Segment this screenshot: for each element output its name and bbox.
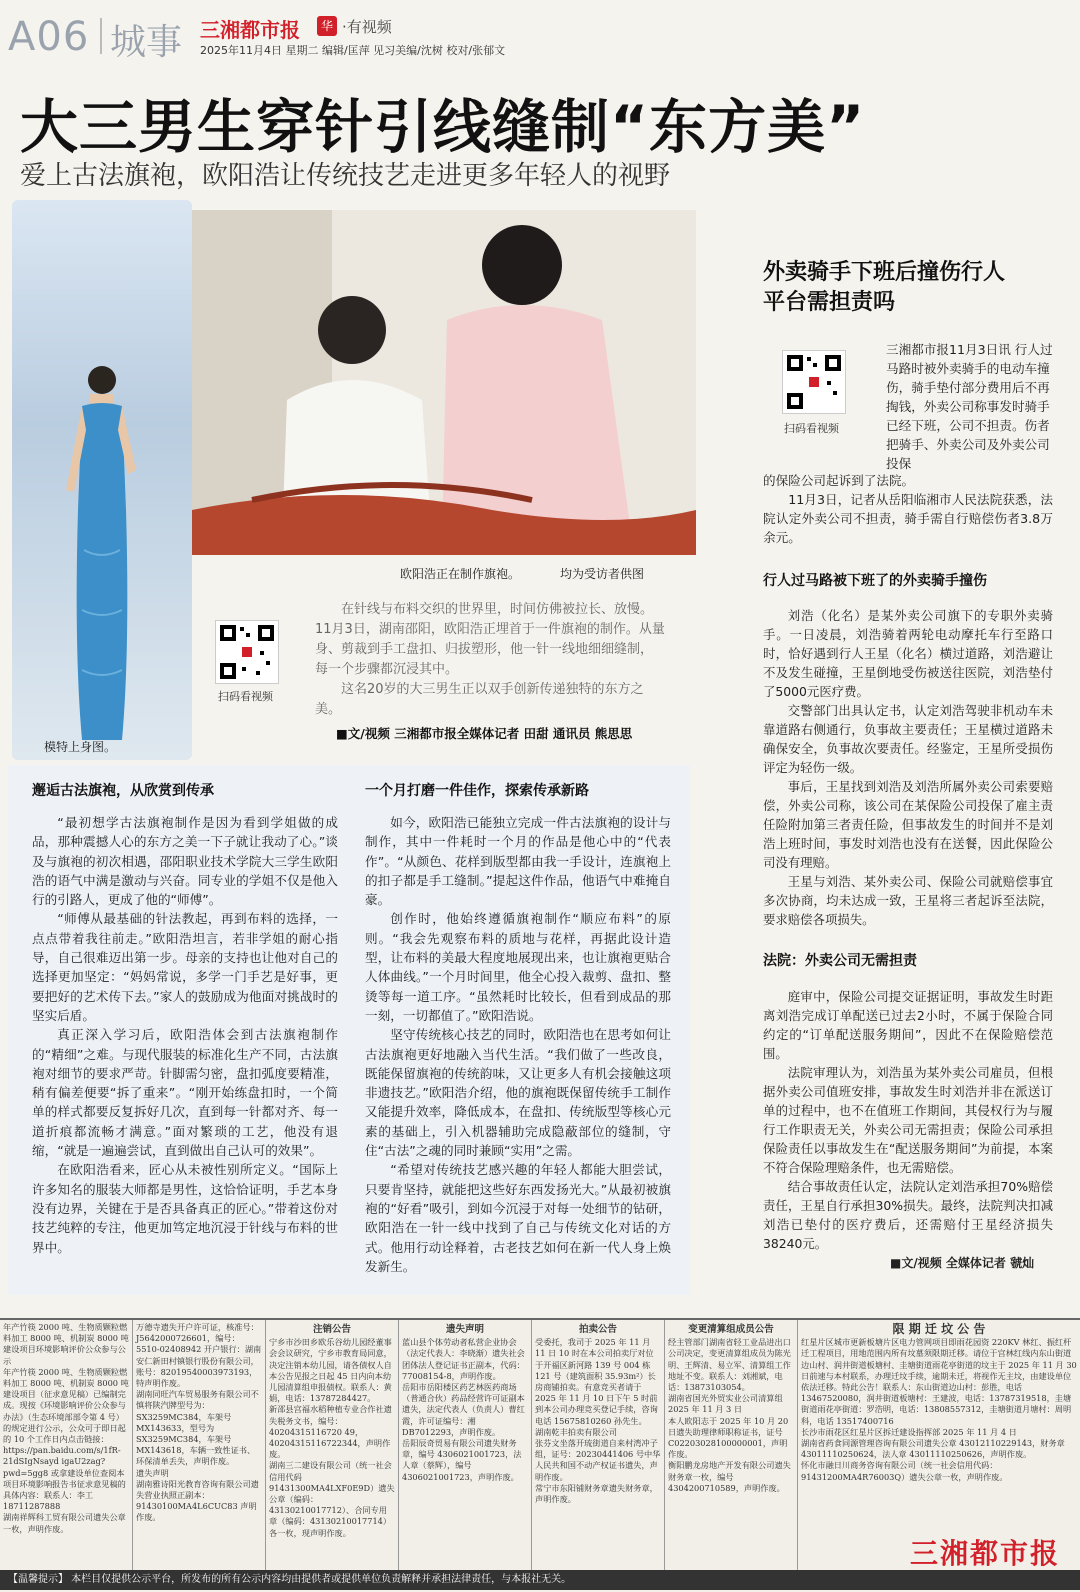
model-caption: 模特上身图。 bbox=[44, 740, 117, 754]
ad-column bbox=[266, 1320, 399, 1572]
side-paragraph: 王星与刘浩、某外卖公司、保险公司就赔偿事宜多次协商，均未达成一致，王星将三者起诉至法院，要求赔偿各项损失。 bbox=[763, 874, 1053, 927]
intro-paragraph: 这名20岁的大三男生正以双手创新传递独特的东方之美。 bbox=[315, 682, 644, 717]
side-byline: ■文/视频 全媒体记者 虢灿 bbox=[890, 1256, 1035, 1270]
ad-title: 遗失声明 bbox=[445, 1324, 484, 1335]
footer-brand: 三湘都市报 bbox=[909, 1537, 1060, 1570]
side-title-line: 外卖骑手下班后撞伤行人 bbox=[763, 260, 1006, 285]
ad-column bbox=[399, 1320, 532, 1572]
tailoring-scene-illustration bbox=[192, 210, 696, 555]
side-lead: 三湘都市报11月3日讯 行人过马路时被外卖骑手的电动车撞伤，骑手垫付部分费用后不再掏钱，外卖公司称事发时骑手已经下班，公司不担责。伤者把骑手、外卖公司及外卖公司投保 bbox=[886, 342, 1053, 471]
section-name: 城事 bbox=[110, 22, 183, 63]
side-paragraph: 法院审理认为，刘浩虽为某外卖公司雇员，但根据外卖公司值班安排，事故发生时刘浩并非在派送订单的过程中，也不在值班工作期间，其侵权行为与履行工作职责无关，外卖公司无需担责；保险公司承担保险责任以事故发生在“配送服务期间”为前提，本案不符合保险理赔条件，也无需赔偿。 bbox=[763, 1065, 1053, 1175]
header-divider bbox=[100, 18, 102, 54]
body-paragraph: 真正深入学习后，欧阳浩体会到古法旗袍制作的“精细”之难。与现代服装的标准化生产不同，古法旗袍对细节的要求严苛。针脚需匀密，盘扣弧度要精准，稍有偏差便要“拆了重来”。“刚开始练盘扣时，一个简单的样式都要反复拆好几次，直到每一针都对齐、每一道折痕都流畅才满意。”面对繁琐的工艺，他没有退缩，“就是一遍遍尝试，直到做出自己认可的效果”。 bbox=[32, 1027, 338, 1159]
side-lead-rest: 的保险公司起诉到了法院。 bbox=[763, 473, 915, 488]
side-paragraph: 11月3日，记者从岳阳临湘市人民法院获悉，法院认定外卖公司不担责，骑手需自行赔偿伤者3.8万余元。 bbox=[763, 492, 1053, 545]
ad-column bbox=[532, 1320, 665, 1572]
body-paragraph: “最初想学古法旗袍制作是因为看到学姐做的成品，那种震撼人心的东方之美一下子就让我动了心。”谈及与旗袍的初次相遇，邵阳职业技术学院大三学生欧阳浩的语气中满是激动与兴奋。同专业的学姐不仅是他入行的引路人，更成了他的“师傅”。 bbox=[32, 815, 338, 908]
brand-name: 三湘都市报 bbox=[200, 18, 300, 42]
qr-code-icon[interactable] bbox=[215, 620, 279, 684]
photo-credit: 均为受访者供图 bbox=[560, 567, 645, 581]
body-paragraph: 创作时，他始终遵循旗袍制作“顺应布料”的原则。“我会先观察布料的质地与花样，再据此设计造型，让布料的美最大程度地展现出来，也让旗袍更贴合人体曲线。”一个月时间里，他全心投入裁剪、盘扣、整烫等每一道工序。“虽然耗时比较长，但看到成品的那一刻，一切都值了。”欧阳浩说。 bbox=[365, 911, 671, 1023]
main-headline: 大三男生穿针引线缝制“东方美” bbox=[20, 93, 866, 161]
main-photo bbox=[192, 210, 696, 555]
side-title-line: 平台需担责吗 bbox=[763, 290, 896, 315]
side-section-2 bbox=[763, 987, 1053, 1253]
ad-column bbox=[665, 1320, 798, 1572]
photo-caption: 欧阳浩正在制作旗袍。 bbox=[400, 567, 521, 581]
ad-text: 经主管部门湖南省轻工业品进出口公司决定，变更清算组成员为陈光明、王辉清、易立军、清算组工作地址不变。联系人：刘湘斌，电话：13873103054。 湖南省国光外贸实业公司清算组 2025 年 11 月 3 日 本人欧阳志于 2025 年 10 月 20 日遗失助理律师职称证书，证号 C02203028100000001，声明作废。 衡阳鹏龙房地产开发有限公司遗失财务章一枚，编号 4304200710589，声明作废。 bbox=[668, 1337, 791, 1493]
column2-heading: 一个月打磨一件佳作，探索传承新路 bbox=[365, 783, 589, 799]
side-paragraph: 庭审中，保险公司提交证据证明，事故发生时距离刘浩完成订单配送已过去2小时，不属于保险合同约定的“订单配送服务期间”，因此不在保险赔偿范围。 bbox=[763, 989, 1053, 1061]
ad-text: 宁乡市沙田乡欧乐谷幼儿园经董事会会议研究，宁乡市教育局同意，决定注销本幼儿园，请各债权人自本公告见报之日起 45 日内向本幼儿园清算组申报债权。联系人：黄娟，电话：13787284427。 新邵县宫福水稻种植专业合作社遗失税务文书，编号：40204315116720 49，40204315116722344，声明作废。 湖南三二建设有限公司（统一社会信用代码 91431300MA4LXF0E9D）遗失公章（编码：43130210017712）、合同专用章（编码：43130210017714）各一枚，现声明作废。 bbox=[269, 1337, 395, 1538]
column2-body bbox=[365, 813, 671, 1276]
side-lead-continued bbox=[763, 471, 1053, 547]
side-section-1 bbox=[763, 606, 1053, 929]
ad-title: 变更清算组成员公告 bbox=[688, 1324, 774, 1335]
model-photo bbox=[12, 200, 192, 760]
main-subhead: 爱上古法旗袍，欧阳浩让传统技艺走进更多年轻人的视野 bbox=[20, 161, 671, 191]
ad-column: 万德寺遗失开户许可证，核准号：J5642000726601，编号：5510-02408942 开户银行：湖南安仁新田村镇银行股份有限公司，账号：82019540003973193，特声明作废。 湖南同旺汽车贸易服务有限公司不慎将陕汽牌型号为：SX3259MC384，车架号 MX143633，型号为 SX3259MC384，车架号 MX143618，车辆一致性证书、环保清单丢失，声明作废。 遗失声明 湖南雅诗阳光教育咨询有限公司遗失营业执照正副本：91430100MA4L6CUC83 声明作废。 bbox=[133, 1320, 266, 1572]
ad-text: 红星片区城市更新板塘片区电力管网项目即雨花园资 220KV 林红、振红杆迁工程项目，用地范围内所有坟墓须限期迁移。请位于宫林红线内东山街道边山村、润井街道板塘村、圭塘街道雨花亭街道的坟主于 2025 年 11 月 30 日前速与本村联系，办理迁坟手续，逾期未迁，将视作无主坟，由建设单位依法迁移。特此公告！联系人：东山街道边山村：彭胜，电话 13467520080，润井街道板塘村：王建波，电话：13787319518，圭塘街道雨花亭街道：罗浩明，电话：13808557312，圭塘街道月塘村：周明科，电话 13517400716 长沙市雨花区红星片区拆迁建设指挥部 2025 年 11 月 4 日 湖南省药食同源管理咨询有限公司遗失公章 43012110229143，财务章 43011110250624，法人章 43011110250626，声明作废。 怀化市融日川商务咨询有限公司（统一社会信用代码：91431200MA4R76003Q）遗失公章一枚，声明作废。 bbox=[801, 1337, 1077, 1482]
column1-body bbox=[32, 813, 338, 1257]
column1-heading: 邂逅古法旗袍，从欣赏到传承 bbox=[32, 783, 214, 799]
qr-label: 扫码看视频 bbox=[218, 690, 273, 703]
body-paragraph: 坚守传统核心技艺的同时，欧阳浩也在思考如何让古法旗袍更好地融入当代生活。“我们做了一些改良，既能保留旗袍的传统韵味，又让更多人有机会接触这项非遗技艺。”欧阳浩介绍，他的旗袍既保留传统手工制作又能提升效率，降低成本，在盘扣、传统版型等核心元素的基础上，引入机器辅助完成隐蔽部位的缝制，守住“古法”之魂的同时兼顾“实用”之需。 bbox=[365, 1027, 671, 1159]
ad-title: 注销公告 bbox=[312, 1324, 351, 1335]
body-paragraph: “希望对传统技艺感兴趣的年轻人都能大胆尝试，只要肯坚持，就能把这些好东西发扬光大。”从最初被旗袍的“好看”吸引，到如今沉浸于对每一处细节的钻研，欧阳浩在一针一线中找到了自己与传统文化对话的方式。他用行动诠释着，古老技艺如何在新一代人身上焕发新生。 bbox=[365, 1162, 671, 1274]
brand-logo-icon: 华 bbox=[317, 16, 337, 36]
side-article-title bbox=[763, 258, 1005, 318]
side-qr-label: 扫码看视频 bbox=[784, 422, 839, 435]
ad-text: 受委托，我司于 2025 年 11 月 11 日 10 时在本公司拍卖厅对位于开福区新河路 139 号 004 栋 121 号（建筑面积 35.93m²）长房商铺拍卖。有意竞买者请于 2025 年 11 月 10 日下午 5 时前到本公司办理竞买登记手续，咨询电话 15675810260 孙先生。 湖南乾丰拍卖有限公司 张芬文坐落开琉街道自来村湾冲子组，证号：20230441406 号中华人民共和国不动产权证书遗失，声明作废。 常宁市东阳铺财务章遗失财务章，声明作废。 bbox=[535, 1337, 661, 1505]
side-paragraph: 刘浩（化名）是某外卖公司旗下的专职外卖骑手。一日凌晨，刘浩骑着两轮电动摩托车行至路口时，恰好遇到行人王星（化名）横过道路，刘浩避让不及发生碰撞，王星倒地受伤被送往医院，刘浩垫付了5000元医疗费。 bbox=[763, 608, 1053, 699]
ad-column: 年产竹筷 2000 吨、生物质颗粒燃料加工 8000 吨、机制炭 8000 吨建设项目环境影响评价公众参与公示 年产竹筷 2000 吨、生物质颗粒燃料加工 8000 吨、机制炭 8000 吨建设项目（征求意见稿）已编制完成。现按《环境影响评价公众参与办法》（生态环境部部令第 4 号）的规定进行公示，公众可于即日起的 10 个工作日内点击链接：https://pan.baidu.com/s/1fR-21dSIgNsayd igaU2zag?pwd=5gg8 或拿建设单位查阅本项目环境影响报告书征求意见稿的具体内容：联系人：李工 18711287888 湖南祥辉科工贸有限公司遗失公章一枚，声明作废。 bbox=[0, 1320, 133, 1572]
video-label: ·有视频 bbox=[342, 18, 392, 36]
side-paragraph: 结合事故责任认定，法院认定刘浩承担70%赔偿责任，王星自行承担30%损失。最终，法院判决扣减刘浩已垫付的医疗费后，还需赔付王星经济损失38240元。 bbox=[763, 1179, 1053, 1251]
intro-text bbox=[315, 600, 665, 720]
intro-paragraph: 在针线与布料交织的世界里，时间仿佛被拉长、放慢。11月3日，湖南邵阳，欧阳浩正埋首于一件旗袍的制作。从量身、剪裁到手工盘扣、归拔塑形，他一针一线地细细缝制，每一个步骤都沉浸其中。 bbox=[315, 602, 665, 677]
qr-pattern-icon bbox=[216, 621, 278, 683]
ad-title: 拍卖公告 bbox=[578, 1324, 617, 1335]
footer-notice: 【温馨提示】 本栏目仅提供公示平台，所发布的所有公示内容均由提供者或提供单位负责解释并承担法律责任，与本报社无关。 bbox=[0, 1570, 1080, 1590]
main-byline: ■文/视频 三湘都市报全媒体记者 田甜 通讯员 熊思思 bbox=[336, 726, 633, 741]
side-paragraph: 事后，王星找到刘浩及刘浩所属外卖公司索要赔偿，外卖公司称，该公司在某保险公司投保了雇主责任险附加第三者责任险，但事故发生的时间并不是刘浩上班时间，事发时刘浩也没有在送餐，因此保险公司没有理赔。 bbox=[763, 779, 1053, 870]
side-qr-code-icon[interactable] bbox=[782, 350, 846, 414]
qr-pattern-icon bbox=[783, 351, 845, 413]
qipao-model-figure bbox=[52, 350, 152, 750]
body-paragraph: 在欧阳浩看来，匠心从未被性别所定义。“国际上许多知名的服装大师都是男性，这恰恰证明，手艺本身没有边界，关键在于是否具备真正的匠心。”带着这份对技艺纯粹的专注，他更加笃定地沉浸于针线与布料的世界中。 bbox=[32, 1162, 338, 1255]
page-number: A06 bbox=[8, 14, 90, 60]
side-paragraph: 交警部门出具认定书，认定刘浩驾驶非机动车未靠道路右侧通行，负事故主要责任；王星横过道路未确保安全，负事故次要责任。经鉴定，王星所受损伤评定为轻伤一级。 bbox=[763, 703, 1053, 775]
ad-title: 限 期 迁 坟 公 告 bbox=[892, 1322, 986, 1336]
side-heading-2: 法院：外卖公司无需担责 bbox=[763, 953, 917, 969]
body-paragraph: “师傅从最基础的针法教起，再到布料的选择，一点点带着我往前走。”欧阳浩坦言，若非学姐的耐心指导，自己很难迈出第一步。母亲的支持也让他对自己的选择更加坚定：“妈妈常说，多学一门手艺是好事，更要把好的艺术传下去。”家人的鼓励成为他面对挑战时的坚实后盾。 bbox=[32, 911, 338, 1023]
side-heading-1: 行人过马路被下班了的外卖骑手撞伤 bbox=[763, 573, 987, 589]
ad-text: 蓝山县个体劳动者私营企业协会（法定代表人：李晓渐）遗失社会团体法人登记证书正副本，代码：77008154-8，声明作废。 岳阳市岳阳楼区药艺林医药商场（普通合伙）药品经营许可证副本遗失，法定代表人（负责人）曹红霞，许可证编号：湘 DB7012293，声明作废。 岳阳辰奇贸易有限公司遗失财务章，编号 4306021001723，法人章（蔡辉），编号 4306021001723，声明作废。 bbox=[402, 1337, 525, 1482]
body-paragraph: 如今，欧阳浩已能独立完成一件古法旗袍的设计与制作，其中一件耗时一个月的作品是他心中的“代表作”。“从颜色、花样到版型都由我一手设计，连旗袍上的扣子都是手工缝制。”提起这件作品，他语气中难掩自豪。 bbox=[365, 815, 671, 908]
issue-meta: 2025年11月4日 星期二 编辑/匡萍 见习美编/沈树 校对/张郁文 bbox=[200, 44, 506, 57]
